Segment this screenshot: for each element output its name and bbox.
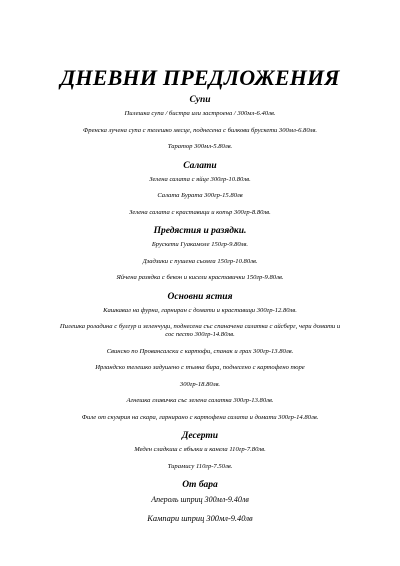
section-mains	[0, 291, 400, 422]
menu-item: Меден сладкиш с ябълки и канела 110гр-7.80лв.	[134, 446, 266, 453]
page-title: ДНЕВНИ ПРЕДЛОЖЕНИЯ	[60, 65, 340, 90]
section-title-salads: Салати	[183, 160, 217, 171]
menu-item: Пилешка роладина с булгур и зеленчуци, поднесена със спаначена салатка с айсберг, чери домати и сос песто 300гр-14.80лв.	[59, 323, 341, 338]
section-title-bar: От бара	[182, 480, 218, 490]
menu-item: Пилешка супа / бистра или застроена / 300мл-6.40лв.	[124, 110, 276, 117]
section-title-mains: Основни ястия	[167, 291, 233, 302]
section-starters	[0, 225, 400, 282]
menu-item: Ирландско телешко задушено с тъмна бира, поднесено с картофено пюре	[95, 364, 305, 371]
section-title-starters: Предястия и разядки.	[153, 226, 247, 236]
menu-item: Агнешка главичка със зелена салатка 300гр-13.80лв.	[126, 397, 274, 404]
menu-item: Зелена салата с яйце 300гр-10.80лв.	[149, 175, 251, 183]
menu-item: Дзадзики с пушена сьомга 150гр-10.80лв.	[142, 257, 258, 265]
section-salads	[0, 160, 400, 217]
menu-item: Филе от скумрия на скара, гарнирано с картофена салата и домати 300гр-14.80лв.	[81, 413, 319, 421]
menu-item: Тирамису 110гр-7.50лв.	[167, 462, 233, 470]
menu-item-price: 300гр-18.80лв.	[179, 380, 221, 388]
menu-item: Зелена салата с краставици и копър 300гр-8.80лв.	[129, 208, 271, 216]
menu-item: Френска лучена супа с телешко месце, поднесена с билкови брускети 300мл-6.80лв.	[83, 126, 317, 134]
menu-item: Таратор 300мл-5.80лв.	[167, 143, 233, 150]
section-title-soups: Супи	[189, 95, 211, 105]
section-desserts	[0, 430, 400, 471]
section-bar	[0, 479, 400, 524]
menu-item: Свинско по Провансалски с картофи, спанак и грах 300гр-13.80лв.	[106, 347, 294, 355]
menu-item: Апероль шприц 300мл-9.40лв	[151, 495, 249, 504]
menu-item: Кампари шприц 300мл-9.40лв	[147, 513, 253, 523]
section-title-desserts: Десерти	[181, 431, 219, 441]
menu-item: Брускети Гуакамоле 150гр-9.80лв.	[151, 241, 249, 248]
menu-item: Салата Бурата 300гр-15.80лв	[157, 192, 243, 199]
menu-item: Яйчена разядка с бекон и кисели краставички 150гр-9.80лв.	[116, 274, 284, 281]
section-soups	[0, 94, 400, 151]
menu-item: Кашкавал на фурна, гарниран с домати и краставици 300гр-12.80лв.	[103, 306, 297, 314]
